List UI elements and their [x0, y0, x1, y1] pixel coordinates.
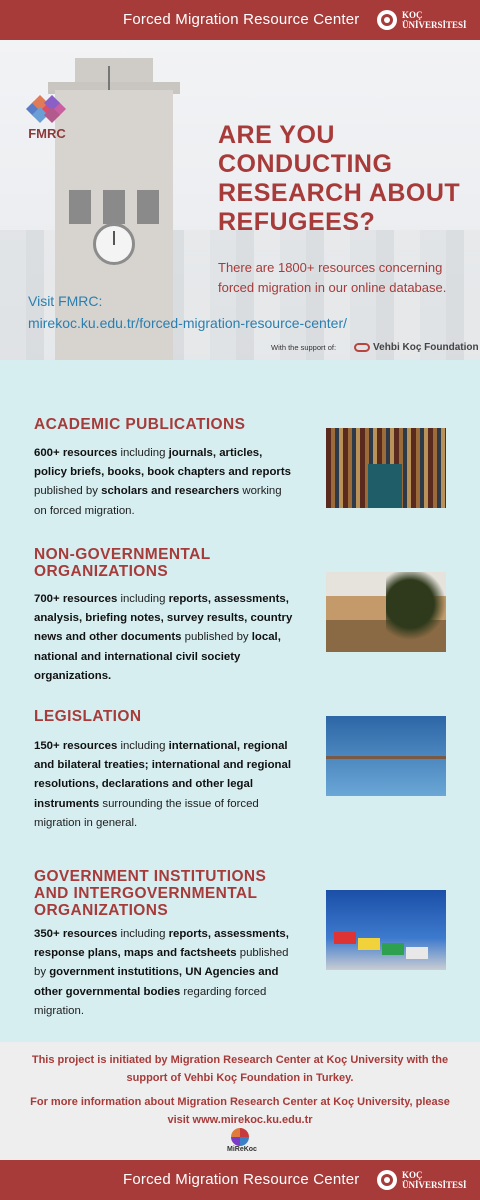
- footer-info-text: For more information about Migration Research Center at Koç University, please visit www.mirekoc.ku.edu.tr: [30, 1096, 450, 1126]
- vkf-logo-text: Vehbi Koç Foundation: [373, 342, 479, 353]
- section-body-legislation: 150+ resources including international, regional and bilateral treaties; international and regional resolutions, declarations and other legal instruments surrounding the issue of forced migration in general.: [34, 740, 291, 829]
- hero-title: ARE YOU CONDUCTING RESEARCH ABOUT REFUGEES?: [218, 121, 461, 236]
- section-title-government: GOVERNMENT INSTITUTIONS AND INTERGOVERNMENTAL ORGANIZATIONS: [34, 868, 267, 919]
- koc-university-logo-bottom: [376, 1169, 467, 1191]
- footer-initiative-text: This project is initiated by Migration Research Center at Koç University with the support of Vehbi Koç Foundation in Turkey.: [31, 1054, 449, 1084]
- section-title-legislation: LEGISLATION: [34, 708, 142, 725]
- fmrc-logo: [18, 94, 76, 141]
- mirekoc-logo-text: MiReKoc: [227, 1146, 257, 1153]
- support-line: [271, 342, 479, 353]
- books-image: [326, 428, 446, 508]
- hero-section: [0, 40, 480, 360]
- fmrc-diamond-icon: [18, 94, 76, 124]
- prayer-flags-image: [326, 890, 446, 970]
- section-title-ngo: NON-GOVERNMENTAL ORGANIZATIONS: [34, 546, 211, 580]
- fmrc-logo-text: FMRC: [28, 126, 66, 141]
- koc-logo-line2: ÜNİVERSİTESİ: [402, 20, 467, 30]
- fmrc-link[interactable]: mirekoc.ku.edu.tr/forced-migration-resource-center/: [28, 315, 348, 331]
- koc-sun-icon: [376, 9, 398, 31]
- koc-university-logo: [376, 9, 467, 31]
- koc-sun-icon: [376, 1169, 398, 1191]
- clock-face-icon: [93, 223, 135, 265]
- koc-logo-line2: ÜNİVERSİTESİ: [402, 1180, 467, 1190]
- barbed-wire-image: [326, 716, 446, 796]
- city-image: [326, 572, 446, 652]
- section-body-academic: 600+ resources including journals, articles, policy briefs, books, book chapters and reports published by scholars and researchers working on forced migration.: [34, 447, 291, 517]
- tower-window: [137, 190, 159, 224]
- vehbi-koc-foundation-logo: [354, 342, 479, 353]
- mirekoc-logo: [227, 1128, 257, 1153]
- top-banner: [0, 0, 480, 40]
- bottom-banner: [0, 1160, 480, 1200]
- section-title-academic: ACADEMIC PUBLICATIONS: [34, 416, 246, 433]
- mirekoc-globe-icon: [231, 1128, 249, 1146]
- section-body-government: 350+ resources including reports, assessments, response plans, maps and factsheets published by government instutitions, UN Agencies and other governmental bodies regarding forced migration.: [34, 928, 289, 1017]
- tower-window: [103, 190, 125, 224]
- koc-logo-line1: KOÇ: [402, 10, 423, 20]
- banner-title: Forced Migration Resource Center: [123, 11, 360, 28]
- vkf-mark-icon: [354, 343, 370, 352]
- hero-subtitle: There are 1800+ resources concerning forced migration in our online database.: [218, 260, 447, 295]
- koc-logo-line1: KOÇ: [402, 1170, 423, 1180]
- support-label: With the support of:: [271, 343, 337, 352]
- tower-window: [69, 190, 91, 224]
- visit-label: Visit FMRC:: [28, 293, 103, 309]
- section-body-ngo: 700+ resources including reports, assessments, analysis, briefing notes, survey results, country news and other documents published by local, national and international civil society organizations.: [34, 593, 293, 682]
- bottom-banner-title: Forced Migration Resource Center: [123, 1171, 360, 1188]
